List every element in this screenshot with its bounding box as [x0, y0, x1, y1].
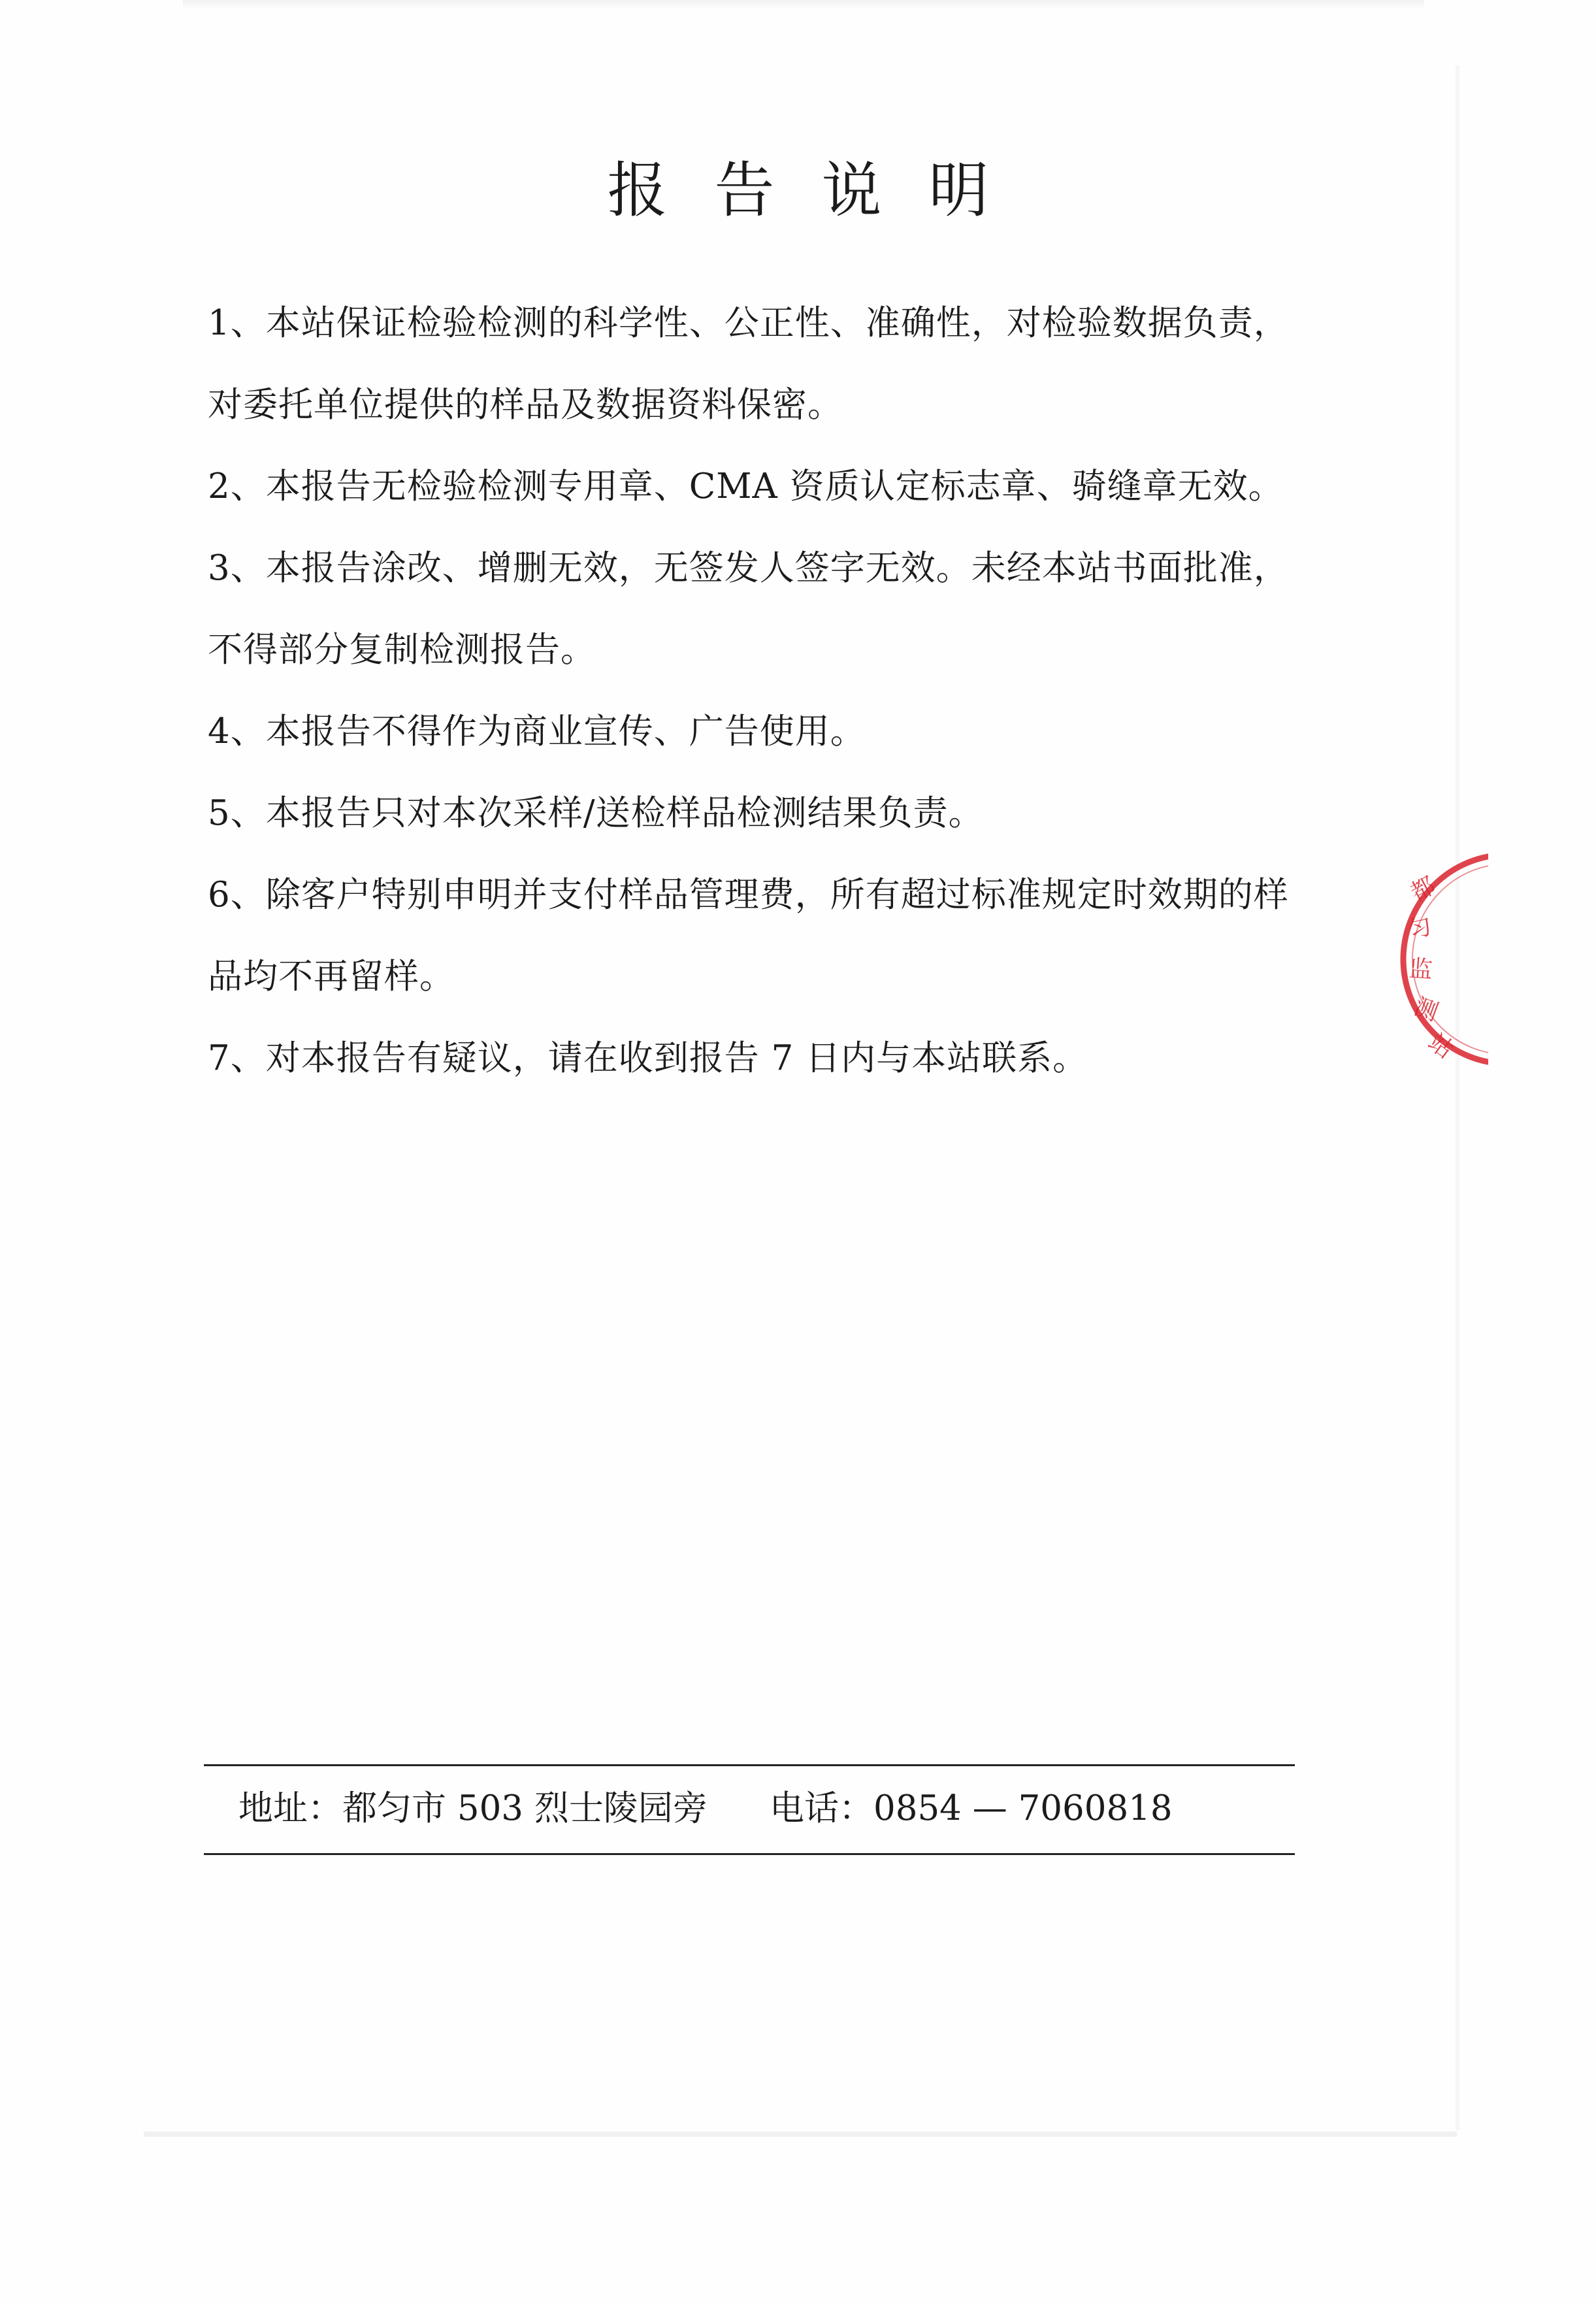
- svg-text:都: 都: [1406, 872, 1441, 907]
- scan-artifact-right: [1456, 65, 1459, 2130]
- svg-text:监: 监: [1408, 955, 1434, 984]
- seal-stamp-graphic: [1390, 842, 1488, 1077]
- footer-address: 地址：都匀市 503 烈士陵园旁: [238, 1788, 708, 1828]
- svg-text:匀: 匀: [1405, 913, 1435, 944]
- scan-artifact-bottom: [144, 2131, 1457, 2137]
- note-item: 4、本报告不得作为商业宣传、广告使用。: [208, 712, 866, 751]
- notes-list: [208, 282, 1318, 1099]
- note-item: 3、本报告涂改、增删无效，无签发人签字无效。未经本站书面批准，不得部分复制检测报告。: [208, 548, 1289, 670]
- page-title: 报告说明: [607, 155, 1036, 225]
- svg-text:测: 测: [1410, 993, 1442, 1027]
- note-item: 7、对本报告有疑议，请在收到报告 7 日内与本站联系。: [208, 1038, 1088, 1078]
- seam-seal-stamp: [1390, 842, 1488, 1077]
- svg-text:站: 站: [1423, 1028, 1458, 1064]
- note-item: 5、本报告只对本次采样/送检样品检测结果负责。: [208, 793, 984, 833]
- footer-divider-bottom: [204, 1853, 1295, 1855]
- footer-divider-top: [204, 1764, 1295, 1766]
- scan-artifact-top: [183, 0, 1424, 9]
- note-item: 2、本报告无检验检测专用章、CMA 资质认定标志章、骑缝章无效。: [208, 467, 1284, 506]
- footer-phone: 电话：0854 — 7060818: [770, 1788, 1173, 1828]
- note-item: 1、本站保证检验检测的科学性、公正性、准确性，对检验数据负责，对委托单位提供的样品及数据资料保密。: [208, 303, 1289, 425]
- note-item: 6、除客户特别申明并支付样品管理费，所有超过标准规定时效期的样品均不再留样。: [208, 875, 1289, 996]
